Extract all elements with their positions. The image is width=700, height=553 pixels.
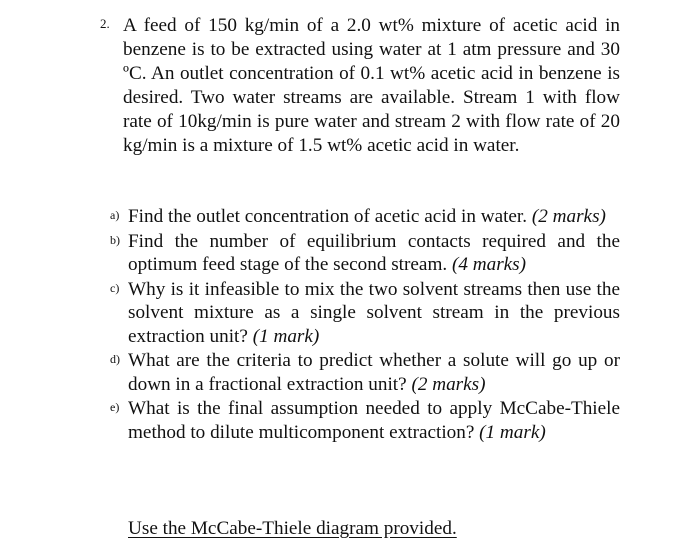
question-block <box>100 14 620 158</box>
part-label: c) <box>110 280 120 295</box>
part-marks: (1 mark) <box>252 325 320 347</box>
part-e <box>100 397 620 444</box>
part-label: a) <box>110 208 120 222</box>
part-question: Why is it infeasible to mix the two solvent streams then use the solvent mixture as a single solvent stream in the previous extraction unit? <box>128 278 620 347</box>
part-d <box>100 349 620 396</box>
part-question: What are the criteria to predict whether a solute will go up or down in a fractional extraction unit? <box>128 350 620 395</box>
part-question: Find the number of equilibrium contacts required and the optimum feed stage of the second stream. <box>128 230 620 275</box>
part-marks: (2 marks) <box>531 206 606 227</box>
part-question: What is the final assumption needed to apply McCabe-Thiele method to dilute multicomponent extraction? <box>128 398 620 443</box>
question-number: 2. <box>100 16 110 31</box>
question-text: A feed of 150 kg/min of a 2.0 wt% mixture of acetic acid in benzene is to be extracted using water at 1 atm pressure and 30 ºC. An outlet concentration of 0.1 wt% acetic acid in benzene is desired. Two water streams are available. Stream 1 with flow rate of 10kg/min is pure water and stream 2 with flow rate of 20 kg/min is a mixture of 1.5 wt% acetic acid in water. <box>123 15 620 156</box>
part-text <box>128 278 620 349</box>
part-text <box>128 349 620 396</box>
part-marks: (4 marks) <box>451 254 527 275</box>
question-parts-list <box>100 205 620 445</box>
part-question: Find the outlet concentration of acetic acid in water. <box>128 206 528 227</box>
part-text <box>128 397 620 444</box>
part-text <box>128 230 620 277</box>
part-c <box>100 278 620 349</box>
part-label: b) <box>110 232 120 247</box>
part-marks: (1 mark) <box>479 421 546 443</box>
part-text <box>128 205 620 229</box>
part-marks: (2 marks) <box>411 373 486 395</box>
part-label: e) <box>110 400 120 414</box>
part-b <box>100 230 620 277</box>
part-label: d) <box>110 352 120 366</box>
mccabe-thiele-diagram-link[interactable]: Use the McCabe-Thiele diagram provided. <box>128 518 457 539</box>
part-a <box>100 205 620 229</box>
